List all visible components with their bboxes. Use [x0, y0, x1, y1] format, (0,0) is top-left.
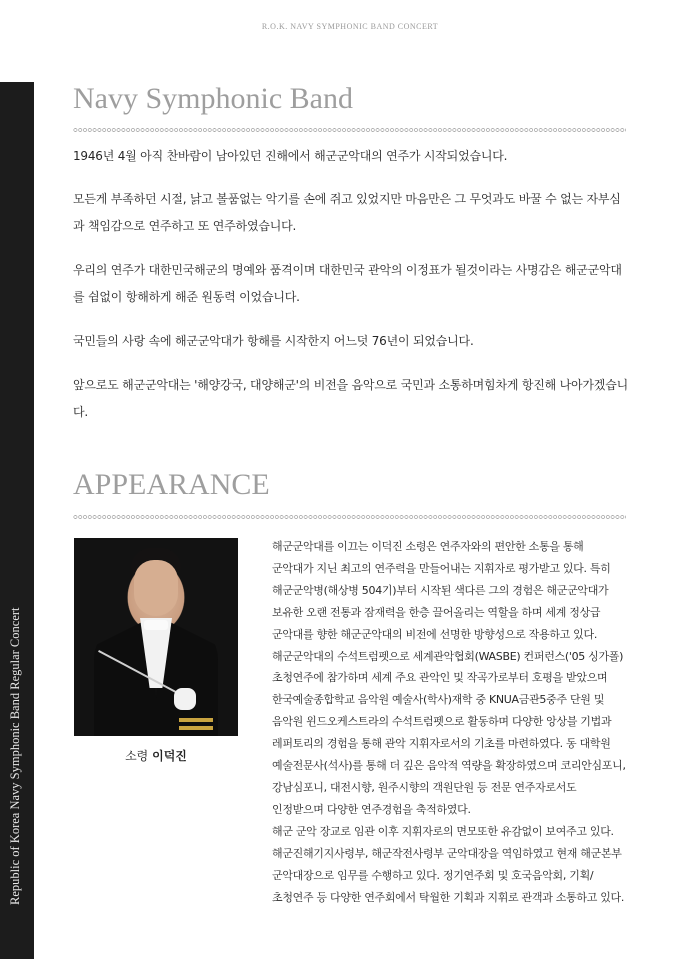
bio-line: 예술전문사(석사)를 통해 더 깊은 음악적 역량을 확장하였으며 코리안심포니, — [272, 759, 626, 773]
bio-line: 해군군악대를 이끄는 이덕진 소령은 연주자와의 편안한 소통을 통해 — [272, 540, 584, 553]
paragraph: 1946년 4월 아직 찬바람이 남아있던 진해에서 해군군악대의 연주가 시작되었습니다. — [73, 149, 508, 163]
bio-line: 강남심포니, 대전시향, 원주시향의 객원단원 등 전문 연주자로서도 — [272, 780, 577, 794]
section-title-band: Navy Symphonic Band — [73, 82, 353, 115]
conductor-bio — [272, 536, 626, 908]
bio-line: 한국예술종합학교 음악원 예술사(학사)재학 중 KNUA금관5중주 단원 및 — [272, 693, 605, 707]
caption-name: 이덕진 — [152, 749, 187, 763]
paragraph: 국민들의 사랑 속에 해군군악대가 항해를 시작한지 어느덧 76년이 되었습니다. — [73, 334, 474, 348]
bio-line: 음악원 윈드오케스트라의 수석트럼펫으로 활동하며 다양한 앙상블 기법과 — [272, 715, 612, 729]
bio-line: 해군군악병(해상병 504기)부터 시작된 색다른 그의 경험은 해군군악대가 — [272, 583, 609, 597]
bio-line: 군악대장으로 임무를 수행하고 있다. 정기연주회 및 호국음악회, 기획/ — [272, 868, 594, 882]
bio-line: 해군군악대의 수석트럼펫으로 세계관악협회(WASBE) 컨퍼런스('05 싱가폴) — [272, 649, 624, 663]
bio-line: 해군진해기지사령부, 해군작전사령부 군악대장을 역임하였고 현재 해군본부 — [272, 846, 622, 860]
bio-line: 초청연주 등 다양한 연주회에서 탁월한 기획과 지휘로 관객과 소통하고 있다. — [272, 890, 625, 904]
paragraph: 앞으로도 해군군악대는 '해양강국, 대양해군'의 비전을 음악으로 국민과 소통하며힘차게 항진해 나아가겠습니다. — [73, 378, 628, 419]
bio-line: 레퍼토리의 경험을 통해 관악 지휘자로서의 기초를 마련하였다. 동 대학원 — [272, 737, 611, 751]
paragraph: 우리의 연주가 대한민국해군의 명예와 품격이며 대한민국 관악의 이정표가 될것이라는 사명감은 해군군악대를 쉼없이 항해하게 해준 원동력 이었습니다. — [73, 263, 622, 304]
divider — [73, 128, 626, 132]
side-bar-text: Republic of Korea Navy Symphonic Band Regular Concert — [8, 607, 22, 905]
page-header: R.O.K. NAVY SYMPHONIC BAND CONCERT — [261, 22, 439, 31]
bio-line: 해군 군악 장교로 임관 이후 지휘자로의 면모또한 유감없이 보여주고 있다. — [272, 824, 614, 838]
photo-caption — [74, 747, 238, 764]
caption-rank: 소령 — [125, 749, 149, 763]
bio-line: 보유한 오랜 전통과 잠재력을 한층 끌어올리는 역할을 하며 세계 정상급 — [272, 605, 601, 619]
bio-line: 군악대가 지닌 최고의 연주력을 만들어내는 지휘자로 평가받고 있다. 특히 — [272, 561, 611, 575]
divider — [73, 515, 626, 519]
paragraph: 모든게 부족하던 시절, 낡고 볼품없는 악기를 손에 쥐고 있었지만 마음만은 그 무엇과도 바꿀 수 없는 자부심과 책임감으로 연주하고 또 연주하였습니다. — [73, 192, 621, 233]
bio-line: 인정받으며 다양한 연주경험을 축적하였다. — [272, 802, 471, 816]
bio-line: 군악대를 향한 해군군악대의 비전에 선명한 방향성으로 작용하고 있다. — [272, 627, 598, 641]
conductor-photo — [74, 538, 238, 736]
section-title-appearance: APPEARANCE — [73, 468, 270, 501]
bio-line: 초청연주에 참가하며 세계 주요 관악인 및 작곡가로부터 호평을 받았으며 — [272, 671, 608, 685]
